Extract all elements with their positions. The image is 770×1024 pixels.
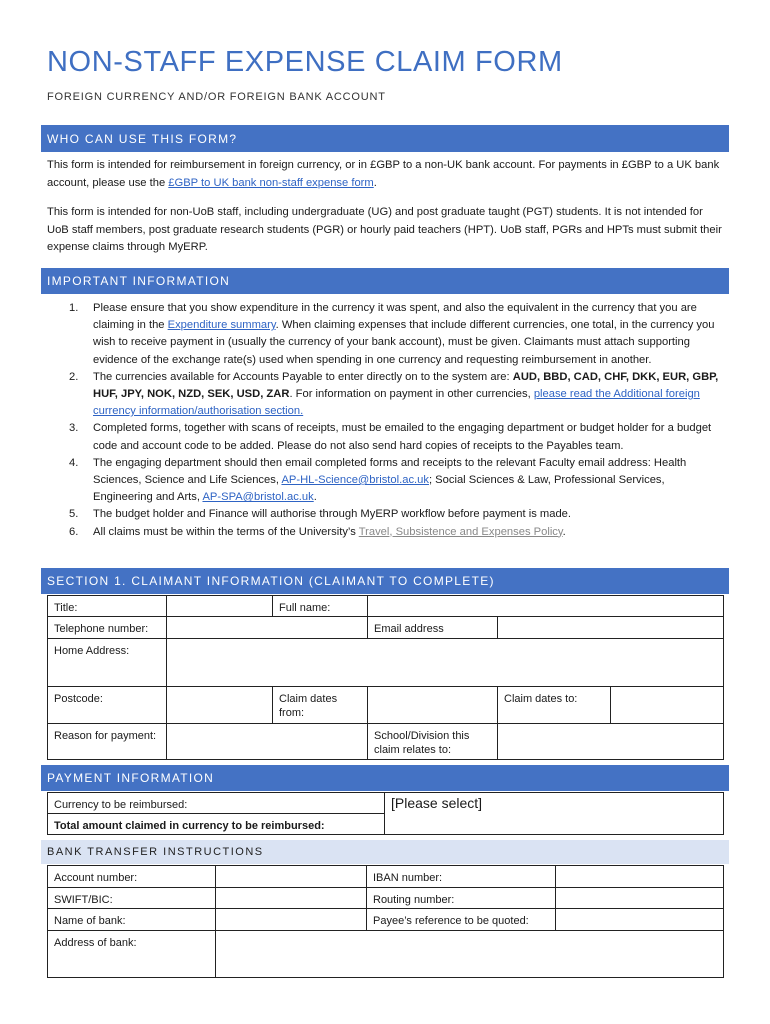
home-address-field[interactable] [167, 639, 724, 687]
who-p1-text: This form is intended for reimbursement in foreign currency, or in £GBP to a non-UK bank account. For payments in £GBP to a UK bank account, please use the [47, 159, 720, 189]
school-label: School/Division this claim relates to: [368, 724, 498, 760]
routing-field[interactable] [556, 888, 724, 909]
travel-policy-link[interactable]: Travel, Subsistence and Expenses Policy [358, 525, 563, 538]
dates-from-field[interactable] [368, 687, 498, 724]
dates-to-label: Claim dates to: [498, 687, 611, 724]
bank-table [47, 865, 724, 978]
item-text: ; Social Sciences & Law, Professional Services, Engineering and Arts, [93, 474, 665, 504]
postcode-label: Postcode: [48, 687, 167, 724]
total-label: Total amount claimed in currency to be reimbursed: [48, 814, 385, 835]
bank-address-field[interactable] [216, 931, 724, 978]
item-text: . [562, 525, 566, 538]
ap-spa-email-link[interactable]: AP-SPA@bristol.ac.uk [202, 491, 314, 504]
list-number: 6. [69, 525, 79, 538]
title-field[interactable] [167, 596, 273, 617]
bank-name-label: Name of bank: [48, 909, 216, 931]
who-p1-end: . [373, 176, 377, 189]
currency-label: Currency to be reimbursed: [48, 793, 385, 814]
item-text: The engaging department should then email completed forms and receipts to the relevant Faculty email address: Health Sciences, Science and Life Sciences, [93, 456, 687, 487]
currency-codes: AUD, BBD, CAD, CHF, DKK, EUR, GBP, HUF, JPY, NOK, NZD, SEK, USD, ZAR [93, 370, 719, 401]
list-item [47, 420, 727, 454]
email-label: Email address [368, 617, 498, 639]
fullname-label: Full name: [273, 596, 368, 617]
list-number: 5. [69, 508, 79, 521]
title-label: Title: [48, 596, 167, 617]
bank-address-label: Address of bank: [48, 931, 216, 978]
additional-currency-link[interactable]: please read the Additional foreign currency information/authorisation section. [93, 388, 700, 418]
list-item [47, 506, 727, 523]
postcode-field[interactable] [167, 687, 273, 724]
list-item [47, 369, 727, 421]
gbp-form-link[interactable]: £GBP to UK bank non-staff expense form [168, 176, 374, 189]
list-number: 3. [69, 422, 79, 435]
section1-heading: SECTION 1. CLAIMANT INFORMATION (CLAIMANT TO COMPLETE) [41, 568, 729, 594]
swift-label: SWIFT/BIC: [48, 888, 216, 909]
payee-reference-label: Payee’s reference to be quoted: [367, 909, 556, 931]
who-paragraph-2: This form is intended for non-UoB staff, including undergraduate (UG) and post graduate taught (PGT) students. It is not intended for UoB staff members, post graduate research students (PGR) or hourly paid teachers (HPT). UoB staff, PGRs and HPTs must submit their expense claims through MyERP. [47, 206, 722, 253]
home-address-label: Home Address: [48, 639, 167, 687]
payee-reference-field[interactable] [556, 909, 724, 931]
ap-hl-science-email-link[interactable]: AP-HL-Science@bristol.ac.uk [281, 474, 429, 487]
telephone-label: Telephone number: [48, 617, 167, 639]
iban-field[interactable] [556, 866, 724, 888]
reason-label: Reason for payment: [48, 724, 167, 760]
list-item [47, 524, 727, 541]
list-number: 4. [69, 456, 79, 469]
expenditure-summary-link[interactable]: Expenditure summary [167, 319, 276, 332]
account-number-label: Account number: [48, 866, 216, 888]
important-list [47, 300, 727, 541]
list-item [47, 300, 727, 369]
item-text: . For information on payment in other currencies, [289, 388, 534, 401]
payment-table [47, 792, 724, 835]
dates-from-label: Claim dates from: [273, 687, 368, 724]
who-section-heading: WHO CAN USE THIS FORM? [41, 125, 729, 152]
item-text: The currencies available for Accounts Payable to enter directly on to the system are: [93, 370, 513, 383]
routing-label: Routing number: [367, 888, 556, 909]
form-title: NON-STAFF EXPENSE CLAIM FORM [47, 46, 563, 78]
item-text: Please ensure that you show expenditure in the currency it was spent, and also the equivalent in the currency that you are claiming in the [93, 302, 697, 332]
email-field[interactable] [498, 617, 724, 639]
swift-field[interactable] [216, 888, 367, 909]
dates-to-field[interactable] [611, 687, 724, 724]
item-text: . When claiming expenses that include different currencies, one total, in the currency you wish to receive payment in (usually the currency of your bank account), must be given. Claimants must attach supporting evidence of the exchange rate(s) used when spending in one currency and requesting reimbursement in another. [93, 319, 715, 366]
list-item [47, 455, 727, 507]
bank-section-heading: BANK TRANSFER INSTRUCTIONS [41, 840, 729, 864]
currency-select[interactable]: [Please select] [385, 793, 724, 835]
list-number: 2. [69, 370, 79, 383]
item-text: Completed forms, together with scans of receipts, must be emailed to the engaging department or budget holder for a budget code and account code to be added. Please do not also send hard copies of receipts to the Payables team. [93, 422, 712, 452]
item-text: All claims must be within the terms of the University’s [93, 525, 359, 538]
school-field[interactable] [498, 724, 724, 760]
bank-name-field[interactable] [216, 909, 367, 931]
iban-label: IBAN number: [367, 866, 556, 888]
who-paragraph-1 [47, 157, 727, 192]
telephone-field[interactable] [167, 617, 368, 639]
payment-section-heading: PAYMENT INFORMATION [41, 765, 729, 791]
list-number: 1. [69, 302, 79, 314]
item-text: . [313, 491, 317, 504]
reason-field[interactable] [167, 724, 368, 760]
important-section-heading: IMPORTANT INFORMATION [41, 268, 729, 294]
claimant-table [47, 595, 724, 760]
account-number-field[interactable] [216, 866, 367, 888]
fullname-field[interactable] [368, 596, 724, 617]
item-text: The budget holder and Finance will authorise through MyERP workflow before payment is made. [93, 508, 572, 521]
form-subtitle: FOREIGN CURRENCY AND/OR FOREIGN BANK ACCOUNT [47, 91, 386, 103]
